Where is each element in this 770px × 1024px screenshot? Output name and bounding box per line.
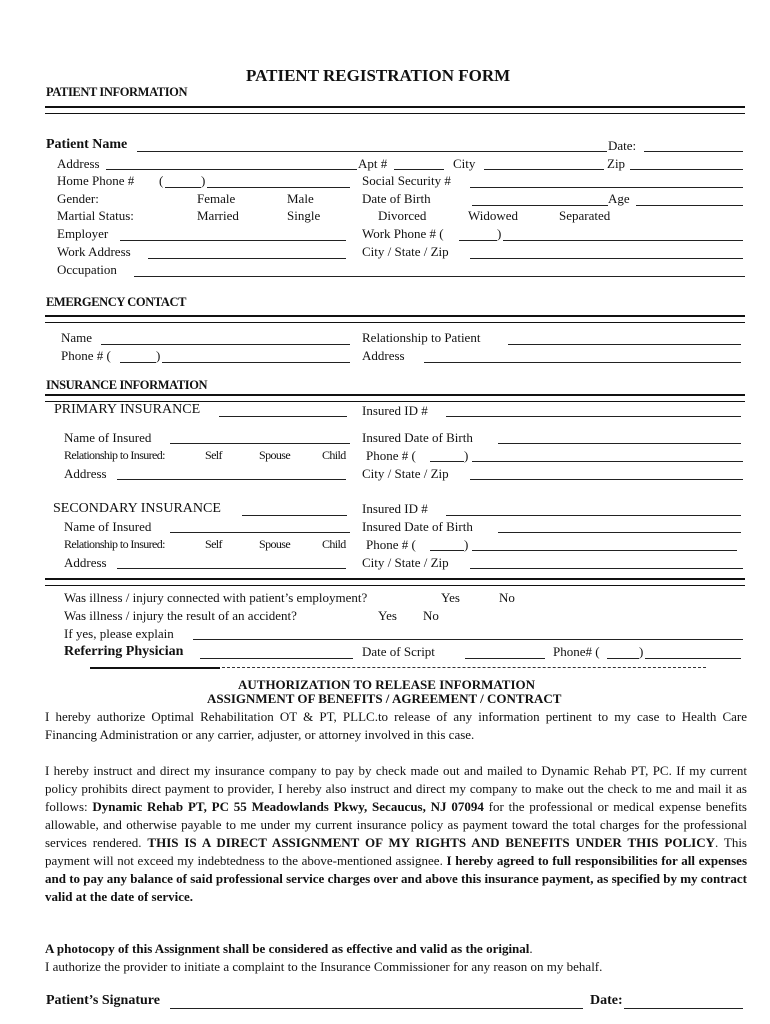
secondary-address-field[interactable] xyxy=(117,568,346,569)
work-phone-area-field[interactable] xyxy=(459,240,497,241)
secondary-insurance-label: SECONDARY INSURANCE xyxy=(53,501,221,516)
assignment-paragraph xyxy=(45,762,747,906)
marital-separated-option[interactable]: Separated xyxy=(559,208,611,223)
secondary-relationship-self-option[interactable]: Self xyxy=(205,537,222,551)
section-insurance-information: INSURANCE INFORMATION xyxy=(46,378,208,392)
referring-phone-label: Phone# ( xyxy=(553,644,600,659)
emergency-address-label: Address xyxy=(362,348,405,363)
divider xyxy=(45,315,745,323)
ssn-label: Social Security # xyxy=(362,173,451,188)
marital-status-label: Martial Status: xyxy=(57,208,134,223)
home-phone-field[interactable] xyxy=(207,187,350,188)
dob-label: Date of Birth xyxy=(362,191,431,206)
primary-relationship-spouse-option[interactable]: Spouse xyxy=(259,448,291,462)
marital-single-option[interactable]: Single xyxy=(287,208,321,223)
accident-no-option[interactable]: No xyxy=(423,608,439,623)
emergency-name-label: Name xyxy=(61,330,93,345)
apt-field[interactable] xyxy=(394,169,444,170)
section-emergency-contact: EMERGENCY CONTACT xyxy=(46,295,187,309)
address-field[interactable] xyxy=(106,169,357,170)
secondary-relationship-child-option[interactable]: Child xyxy=(322,537,346,551)
assignment-heading: ASSIGNMENT OF BENEFITS / AGREEMENT / CONTRACT xyxy=(207,691,562,706)
zip-label: Zip xyxy=(607,156,626,171)
address-label: Address xyxy=(57,156,100,171)
emergency-phone-field[interactable] xyxy=(162,362,350,363)
primary-phone-field[interactable] xyxy=(472,461,743,462)
photocopy-text: A photocopy of this Assignment shall be considered as effective and valid as the original xyxy=(45,941,530,956)
signature-date-label: Date: xyxy=(590,993,623,1008)
divider xyxy=(45,578,745,586)
referring-phone-area-field[interactable] xyxy=(607,658,639,659)
employer-label: Employer xyxy=(57,226,109,241)
age-field[interactable] xyxy=(636,205,743,206)
primary-insured-id-label: Insured ID # xyxy=(362,403,428,418)
signature-date-field[interactable] xyxy=(624,1008,743,1009)
divider xyxy=(45,394,745,402)
age-label: Age xyxy=(608,191,630,206)
referring-phone-paren-close: ) xyxy=(639,644,644,659)
emergency-relationship-field[interactable] xyxy=(508,344,741,345)
secondary-name-of-insured-label: Name of Insured xyxy=(64,519,152,534)
primary-address-field[interactable] xyxy=(117,479,346,480)
primary-insured-dob-label: Insured Date of Birth xyxy=(362,430,473,445)
primary-name-of-insured-label: Name of Insured xyxy=(64,430,152,445)
apt-label: Apt # xyxy=(358,156,388,171)
occupation-field[interactable] xyxy=(134,276,745,277)
city-label: City xyxy=(453,156,476,171)
authorization-paragraph: I hereby authorize Optimal Rehabilitation OT & PT, PLLC.to release of any information pertinent to my case to Health Care Financing Administration or any carrier, adjuster, or attorney involved in this case. xyxy=(45,709,747,742)
assignment-direct-text: THIS IS A DIRECT ASSIGNMENT OF MY RIGHTS AND BENEFITS UNDER THIS POLICY xyxy=(147,835,715,850)
emergency-phone-paren-close: ) xyxy=(156,348,161,363)
assignment-text-1: I hereby instruct and direct my insurance company to pay by check made out and mailed to Dynamic Rehab PT, PC. If my current policy prohibits direct payment to provider, I hereby also instruct and direct my company to make out the check to me and mail it as follows: xyxy=(45,763,747,814)
patient-name-field[interactable] xyxy=(137,151,607,152)
referring-physician-label: Referring Physician xyxy=(64,644,184,659)
secondary-address-label: Address xyxy=(64,555,107,570)
secondary-city-state-zip-field[interactable] xyxy=(470,568,743,569)
assignment-responsibility-text: I hereby agreed to full responsibilities for all expenses and to pay any balance of said professional service charges over and above this insurance payment, as specified by my contract valid at the date of service. xyxy=(45,853,747,904)
emergency-phone-area-field[interactable] xyxy=(120,362,156,363)
home-phone-paren-close: ) xyxy=(201,173,206,188)
work-address-field[interactable] xyxy=(148,258,346,259)
complaint-paragraph: I authorize the provider to initiate a complaint to the Insurance Commissioner for any reason on my behalf. xyxy=(45,959,603,974)
primary-city-state-zip-field[interactable] xyxy=(470,479,743,480)
home-phone-paren-open: ( xyxy=(159,173,164,188)
emergency-phone-label: Phone # ( xyxy=(61,348,111,363)
date-field[interactable] xyxy=(644,151,743,152)
work-city-state-zip-label: City / State / Zip xyxy=(362,244,449,259)
explain-field[interactable] xyxy=(193,639,743,640)
primary-insured-id-field[interactable] xyxy=(446,416,741,417)
secondary-relationship-spouse-option[interactable]: Spouse xyxy=(259,537,291,551)
city-field[interactable] xyxy=(484,169,604,170)
marital-married-option[interactable]: Married xyxy=(197,208,239,223)
home-phone-area-field[interactable] xyxy=(165,187,201,188)
secondary-city-state-zip-label: City / State / Zip xyxy=(362,555,449,570)
date-of-script-label: Date of Script xyxy=(362,644,435,659)
marital-widowed-option[interactable]: Widowed xyxy=(468,208,519,223)
work-address-label: Work Address xyxy=(57,244,131,259)
secondary-insurance-field[interactable] xyxy=(242,515,347,516)
employer-field[interactable] xyxy=(120,240,346,241)
separator-solid xyxy=(90,667,220,669)
primary-relationship-child-option[interactable]: Child xyxy=(322,448,346,462)
secondary-insured-id-label: Insured ID # xyxy=(362,501,428,516)
gender-label: Gender: xyxy=(57,191,99,206)
signature-field[interactable] xyxy=(170,1008,583,1009)
secondary-insured-dob-field[interactable] xyxy=(498,532,741,533)
employment-no-option[interactable]: No xyxy=(499,590,515,605)
secondary-phone-area-field[interactable] xyxy=(430,550,464,551)
ssn-field[interactable] xyxy=(470,187,743,188)
dob-field[interactable] xyxy=(472,205,608,206)
divider xyxy=(45,106,745,114)
patient-name-label: Patient Name xyxy=(46,137,128,152)
secondary-phone-label: Phone # ( xyxy=(366,537,416,552)
occupation-label: Occupation xyxy=(57,262,117,277)
accident-question: Was illness / injury the result of an accident? xyxy=(64,608,297,623)
section-patient-information: PATIENT INFORMATION xyxy=(46,85,188,99)
accident-yes-option[interactable]: Yes xyxy=(378,608,397,623)
gender-female-option[interactable]: Female xyxy=(197,191,236,206)
primary-phone-label: Phone # ( xyxy=(366,448,416,463)
page-title: PATIENT REGISTRATION FORM xyxy=(246,66,511,85)
work-phone-paren-close: ) xyxy=(497,226,502,241)
photocopy-paragraph xyxy=(45,940,747,958)
primary-insurance-field[interactable] xyxy=(219,416,347,417)
emergency-address-field[interactable] xyxy=(424,362,741,363)
primary-relationship-self-option[interactable]: Self xyxy=(205,448,222,462)
date-of-script-field[interactable] xyxy=(465,658,545,659)
secondary-insured-dob-label: Insured Date of Birth xyxy=(362,519,473,534)
marital-divorced-option[interactable]: Divorced xyxy=(378,208,427,223)
photocopy-period: . xyxy=(529,941,533,956)
signature-label: Patient’s Signature xyxy=(46,993,160,1008)
gender-male-option[interactable]: Male xyxy=(287,191,314,206)
referring-phone-field[interactable] xyxy=(645,658,741,659)
assignment-address: Dynamic Rehab PT, PC 55 Meadowlands Pkwy, Secaucus, NJ 07094 xyxy=(92,799,484,814)
primary-address-label: Address xyxy=(64,466,107,481)
date-label: Date: xyxy=(608,138,637,153)
work-city-state-zip-field[interactable] xyxy=(470,258,743,259)
secondary-insured-id-field[interactable] xyxy=(446,515,741,516)
secondary-phone-field[interactable] xyxy=(472,550,737,551)
zip-field[interactable] xyxy=(630,169,743,170)
secondary-phone-paren-close: ) xyxy=(464,537,469,552)
primary-city-state-zip-label: City / State / Zip xyxy=(362,466,449,481)
primary-phone-area-field[interactable] xyxy=(430,461,464,462)
home-phone-label: Home Phone # xyxy=(57,173,135,188)
authorization-heading: AUTHORIZATION TO RELEASE INFORMATION xyxy=(238,677,536,692)
employment-yes-option[interactable]: Yes xyxy=(441,590,460,605)
primary-relationship-label: Relationship to Insured: xyxy=(64,448,165,462)
employment-question: Was illness / injury connected with patient’s employment? xyxy=(64,590,368,605)
secondary-name-of-insured-field[interactable] xyxy=(170,532,350,533)
separator-dashed xyxy=(222,667,706,668)
explain-label: If yes, please explain xyxy=(64,626,174,641)
emergency-name-field[interactable] xyxy=(101,344,350,345)
referring-physician-field[interactable] xyxy=(200,658,353,659)
primary-insurance-label: PRIMARY INSURANCE xyxy=(54,402,201,417)
secondary-relationship-label: Relationship to Insured: xyxy=(64,537,165,551)
work-phone-field[interactable] xyxy=(503,240,743,241)
assignment-text-2: for the professional or medical expense benefits allowable, and otherwise payable to me under my current insurance policy as payment toward the total charges for the professional services rendered. xyxy=(45,799,747,850)
primary-name-of-insured-field[interactable] xyxy=(170,443,350,444)
emergency-relationship-label: Relationship to Patient xyxy=(362,330,481,345)
primary-phone-paren-close: ) xyxy=(464,448,469,463)
assignment-text-3: . This payment will not exceed my indebtedness to the above-mentioned assignee. xyxy=(45,835,747,868)
work-phone-label: Work Phone # ( xyxy=(362,226,444,241)
primary-insured-dob-field[interactable] xyxy=(498,443,741,444)
